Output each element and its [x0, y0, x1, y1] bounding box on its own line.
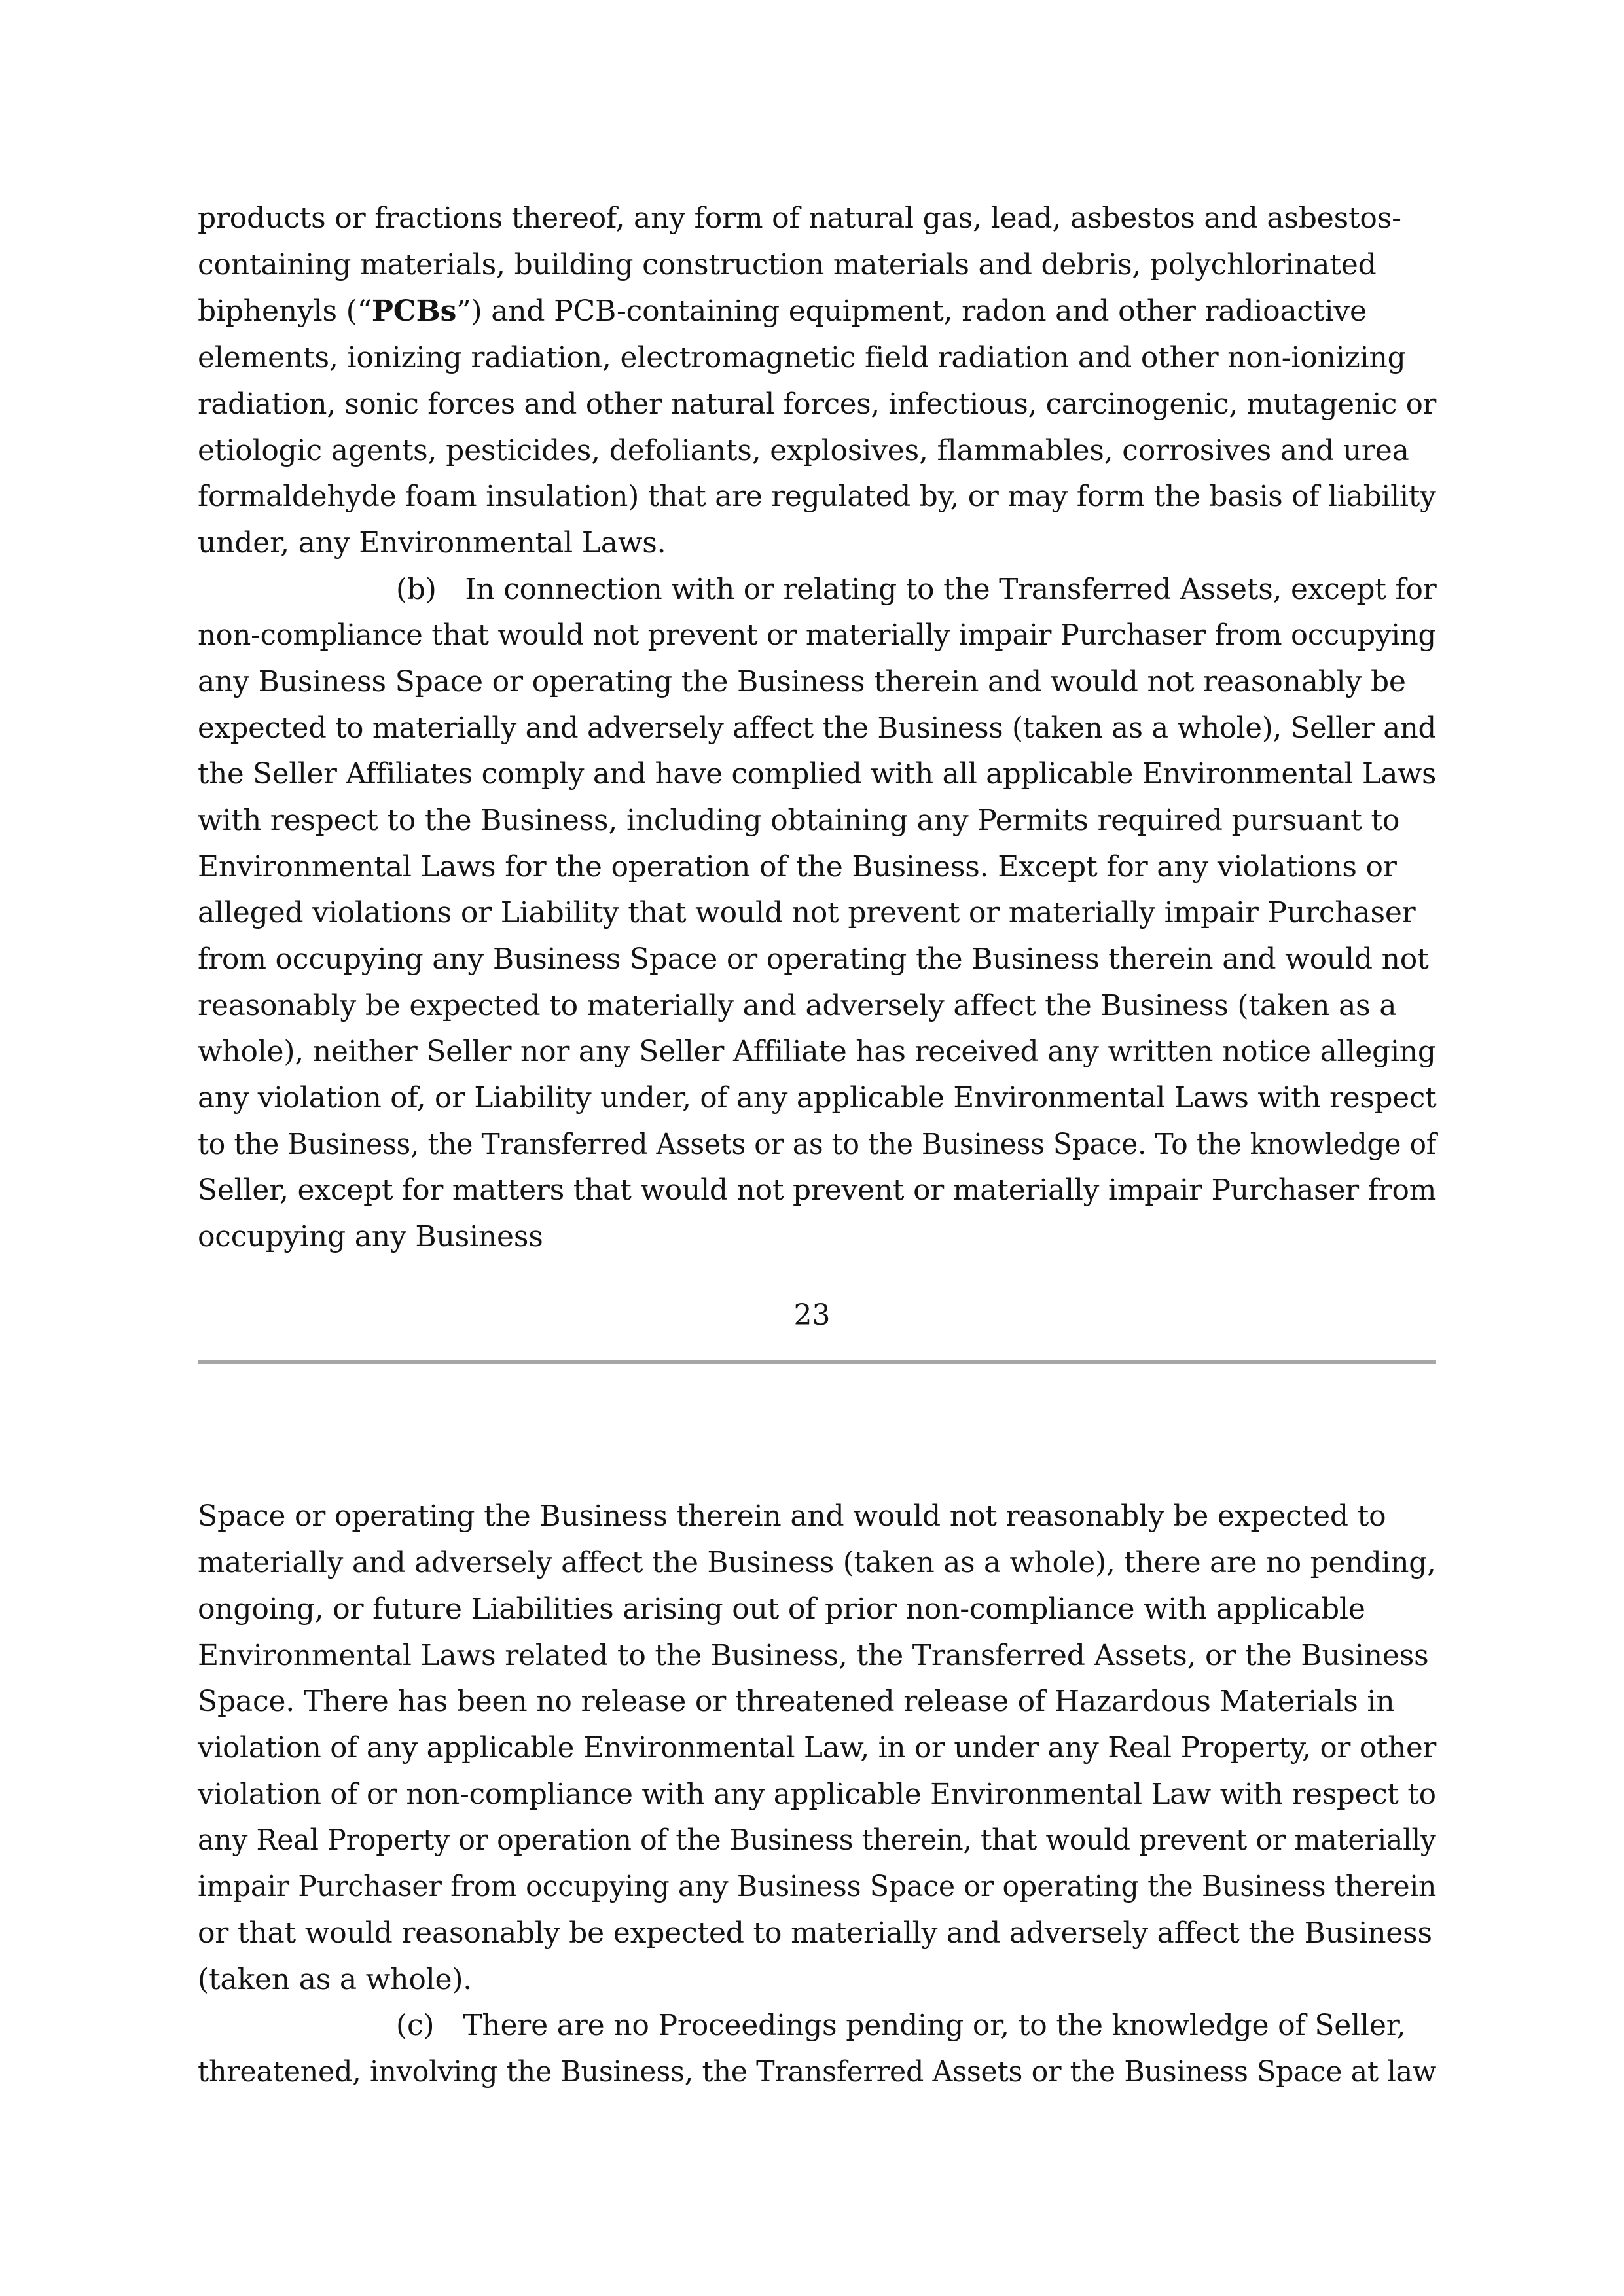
pcb-line-before: biphenyls (“ — [198, 295, 372, 328]
text-line: Seller, except for matters that would not prevent or materially impair Purchaser from — [198, 1174, 1437, 1207]
text-line: elements, ionizing radiation, electromagnetic field radiation and other non-ionizing — [198, 341, 1406, 374]
text-line: products or fractions thereof, any form of natural gas, lead, asbestos and asbestos- — [198, 202, 1401, 235]
text-line: occupying any Business — [198, 1220, 543, 1253]
text-line: whole), neither Seller nor any Seller Affiliate has received any written notice alleging — [198, 1035, 1436, 1068]
text-line: radiation, sonic forces and other natural forces, infectious, carcinogenic, mutagenic or — [198, 387, 1437, 421]
text-line: alleged violations or Liability that would not prevent or materially impair Purchaser — [198, 896, 1416, 929]
pcb-line-after: ”) and PCB-containing equipment, radon and other radioactive — [456, 295, 1367, 328]
text-line: under, any Environmental Laws. — [198, 526, 666, 560]
text-line: from occupying any Business Space or operating the Business therein and would not — [198, 942, 1429, 976]
text-line: materially and adversely affect the Business (taken as a whole), there are no pending, — [198, 1546, 1436, 1579]
text-line: non-compliance that would not prevent or materially impair Purchaser from occupying — [198, 619, 1437, 652]
text-line: containing materials, building construction materials and debris, polychlorinated — [198, 248, 1377, 281]
paragraph-b-start: (b) In connection with or relating to the Transferred Assets, except for — [396, 573, 1437, 606]
text-line: violation of any applicable Environmental Law, in or under any Real Property, or other — [198, 1731, 1437, 1765]
text-line: (taken as a whole). — [198, 1963, 473, 1996]
pcbs-defined-term: PCBs — [371, 295, 457, 328]
text-line: or that would reasonably be expected to materially and adversely affect the Business — [198, 1916, 1432, 1950]
text-line: ongoing, or future Liabilities arising out of prior non-compliance with applicable — [198, 1592, 1365, 1626]
text-line: the Seller Affiliates comply and have complied with all applicable Environmental Laws — [198, 757, 1437, 791]
text-line-pcbs — [198, 289, 1367, 334]
text-line: Space or operating the Business therein and would not reasonably be expected to — [198, 1499, 1386, 1533]
page-break-divider — [198, 1360, 1436, 1364]
text-line: reasonably be expected to materially and adversely affect the Business (taken as a — [198, 989, 1397, 1022]
text-line: etiologic agents, pesticides, defoliants, explosives, flammables, corrosives and urea — [198, 434, 1409, 467]
text-line: any violation of, or Liability under, of any applicable Environmental Laws with respect — [198, 1081, 1437, 1115]
text-line: any Business Space or operating the Business therein and would not reasonably be — [198, 665, 1406, 698]
text-line: threatened, involving the Business, the Transferred Assets or the Business Space at law — [198, 2055, 1437, 2089]
text-line: impair Purchaser from occupying any Business Space or operating the Business therein — [198, 1870, 1437, 1903]
text-line: to the Business, the Transferred Assets or as to the Business Space. To the knowledge of — [198, 1128, 1437, 1161]
page-number: 23 — [793, 1299, 831, 1332]
text-line: Environmental Laws for the operation of the Business. Except for any violations or — [198, 850, 1397, 884]
text-line: Space. There has been no release or threatened release of Hazardous Materials in — [198, 1685, 1395, 1718]
text-line: any Real Property or operation of the Business therein, that would prevent or materially — [198, 1823, 1436, 1857]
text-line: expected to materially and adversely affect the Business (taken as a whole), Seller and — [198, 711, 1437, 745]
paragraph-c-start: (c) There are no Proceedings pending or, to the knowledge of Seller, — [396, 2009, 1406, 2042]
text-line: with respect to the Business, including obtaining any Permits required pursuant to — [198, 804, 1400, 837]
text-line: violation of or non-compliance with any applicable Environmental Law with respect to — [198, 1778, 1436, 1811]
text-line: formaldehyde foam insulation) that are regulated by, or may form the basis of liability — [198, 480, 1436, 513]
text-line: Environmental Laws related to the Business, the Transferred Assets, or the Business — [198, 1639, 1429, 1672]
